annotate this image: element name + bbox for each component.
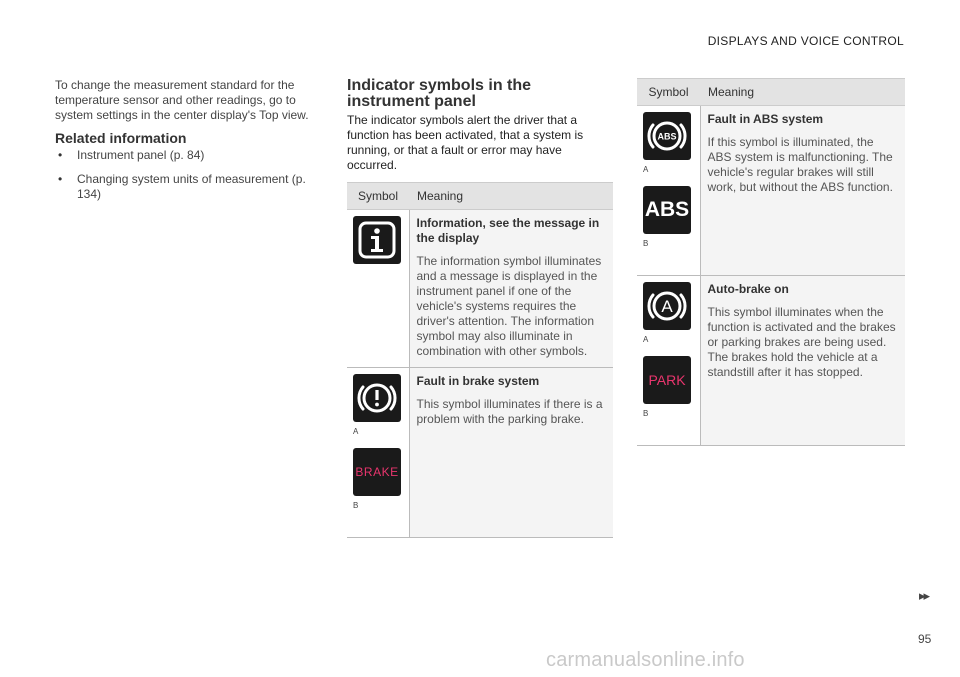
page-number: 95 [918,632,932,646]
watermark: carmanualsonline.info [546,649,745,671]
middle-column [347,78,613,538]
indicator-table-2 [637,78,905,446]
park-text-icon [643,356,691,404]
meaning-title: Fault in brake system [416,374,540,388]
variant-label-b: B [353,501,359,510]
symbol-cell [637,276,700,446]
symbol-cell [347,368,409,538]
variant-label-a: A [353,427,359,436]
symbol-column-header: Symbol [347,183,409,210]
meaning-column-header: Meaning [700,79,905,106]
table-row [637,106,905,276]
abs-icon-text: ABS [657,131,677,142]
abs-text: ABS [644,198,690,221]
meaning-description: The information symbol illuminates and a message is displayed in the instrument panel if one of the vehicle's systems requires the driver's attention. The information symbol may also illuminate in combination with other symbols. [416,254,602,358]
meaning-title: Information, see the message in the display [416,216,600,245]
table-header-row [347,183,613,210]
indicator-table-1 [347,182,613,538]
meaning-description: This symbol illuminates when the function is activated and the brakes or parking brakes are being used. The brakes hold the vehicle at a standstill after it has stopped. [707,305,896,379]
section-intro: The indicator symbols alert the driver that a function has been activated, that a system is running, or that a fault or error may have occurred. [347,113,584,172]
information-icon [353,216,401,264]
intro-paragraph: To change the measurement standard for the temperature sensor and other readings, go to system settings in the center display's Top view. [55,78,309,122]
variant-label-b: B [643,239,649,248]
park-icon-text: PARK [648,372,686,388]
section-header: DISPLAYS AND VOICE CONTROL [707,34,904,48]
brake-icon-text: BRAKE [355,465,399,479]
table-row [347,368,613,538]
brake-warning-icon [353,374,401,422]
table-header-row [637,79,905,106]
brake-text-icon [353,448,401,496]
meaning-description: This symbol illuminates if there is a problem with the parking brake. [416,397,603,426]
left-column [55,78,315,211]
meaning-description: If this symbol is illuminated, the ABS system is malfunctioning. The vehicle's regular brakes will still work, but without the ABS function. [707,135,893,194]
symbol-column-header: Symbol [637,79,700,106]
meaning-title: Auto-brake on [707,282,789,296]
variant-label-a: A [643,335,649,344]
table-row [347,210,613,368]
related-information-heading: Related information [55,130,187,146]
meaning-cell [700,276,905,446]
symbol-cell [637,106,700,276]
abs-text-icon [643,186,691,234]
variant-label-b: B [643,409,649,418]
meaning-cell [409,210,613,368]
meaning-column-header: Meaning [409,183,613,210]
symbol-cell [347,210,409,368]
auto-brake-icon [643,282,691,330]
meaning-cell [409,368,613,538]
section-title: Indicator symbols in the instrument panel [347,77,532,110]
related-list [55,148,315,202]
abs-warning-icon [643,112,691,160]
meaning-cell [700,106,905,276]
meaning-title: Fault in ABS system [707,112,824,126]
related-link-instrument-panel[interactable]: • Instrument panel (p. 84) [55,148,315,163]
next-page-arrows[interactable]: ▸▸ [919,588,929,603]
related-link-changing-units[interactable]: • Changing system units of measurement (p. 134) [55,172,315,202]
table-row [637,276,905,446]
variant-label-a: A [643,165,649,174]
auto-brake-icon-text: A [661,297,673,316]
